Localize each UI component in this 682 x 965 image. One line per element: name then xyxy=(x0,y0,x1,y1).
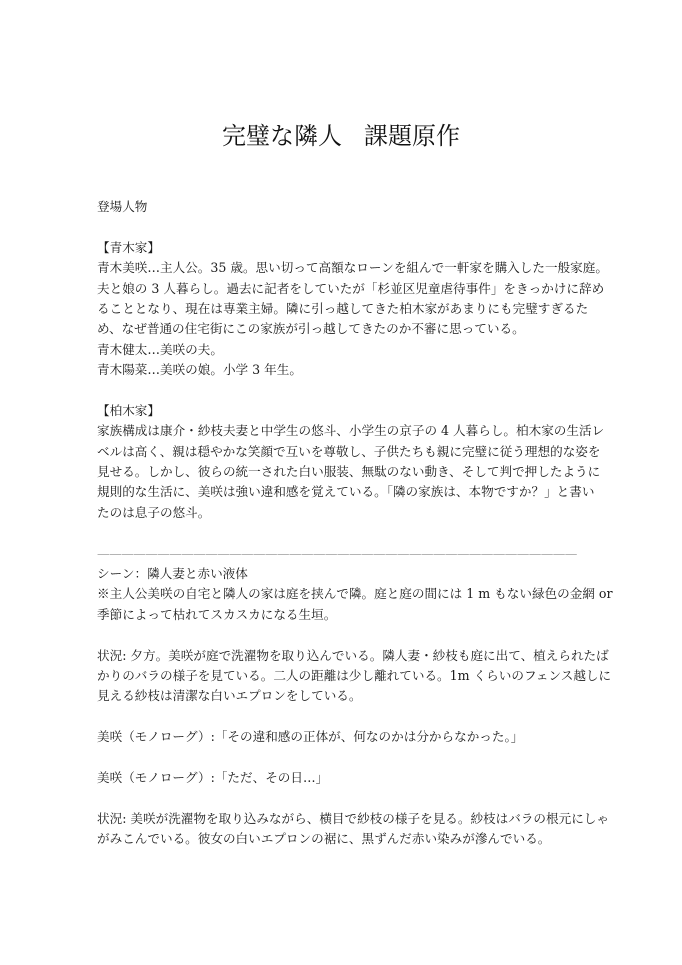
kashiwagi-paragraph-line: 見せる。しかし、彼らの統一された白い服装、無駄のない動き、そして判で押したように xyxy=(97,464,601,480)
aoki-paragraph-line: 青木美咲…主人公。35 歳。思い切って高額なローンを組んで一軒家を購入した一般家庭。 xyxy=(97,260,608,276)
situation-line: かりのバラの様子を見ている。二人の距離は少し離れている。1m くらいのフェンス越しに xyxy=(97,667,612,683)
scene-note-line: 季節によって枯れてスカスカになる生垣。 xyxy=(97,606,337,622)
situation-line: がみこんでいる。彼女の白いエプロンの裾に、黒ずんだ赤い染みが滲んでいる。 xyxy=(97,831,551,847)
characters-heading: 登場人物 xyxy=(97,199,148,214)
kashiwagi-paragraph-line: たのは息子の悠斗。 xyxy=(97,504,211,520)
kashiwagi-paragraph-line: 家族構成は康介・紗枝夫妻と中学生の悠斗、小学生の京子の 4 人暮らし。柏木家の生活レ xyxy=(97,423,605,439)
character-hina: 青木陽菜…美咲の娘。小学 3 年生。 xyxy=(97,362,302,378)
spacer xyxy=(97,748,587,768)
monologue-line: 美咲（モノローグ）:「ただ、その日…」 xyxy=(97,769,329,785)
kashiwagi-family-heading: 【柏木家】 xyxy=(97,402,160,418)
page-title xyxy=(0,116,682,151)
scene-heading: シーン：隣人妻と赤い液体 xyxy=(97,566,248,582)
spacer xyxy=(97,788,587,808)
spacer xyxy=(97,707,587,727)
aoki-paragraph-line: 夫と娘の 3 人暮らし。過去に記者をしていたが「杉並区児童虐待事件」をきっかけに辞め xyxy=(97,280,605,296)
spacer xyxy=(97,217,587,237)
monologue-line: 美咲（モノローグ）:「その違和感の正体が、何なのかは分からなかった。」 xyxy=(97,729,524,745)
situation-line: 見える紗枝は清潔な白いエプロンをしている。 xyxy=(97,688,362,704)
aoki-family-heading: 【青木家】 xyxy=(97,239,160,255)
title-sub: 課題原作 xyxy=(364,122,460,150)
title-main: 完璧な隣人 xyxy=(222,122,342,150)
kashiwagi-paragraph-line: 規則的な生活に、美咲は強い違和感を覚えている。「隣の家族は、本物ですか？」と書い xyxy=(97,484,595,500)
spacer xyxy=(97,381,587,401)
scene-note-line: ※主人公美咲の自宅と隣人の家は庭を挟んで隣。庭と庭の間には 1 m もない緑色の金網 or xyxy=(97,586,613,602)
document-body xyxy=(97,197,613,850)
spacer xyxy=(97,523,587,543)
section-divider: ———————————————————————————————————————— xyxy=(97,545,577,561)
aoki-paragraph-line: め、なぜ普通の住宅街にこの家族が引っ越してきたのか不審に思っている。 xyxy=(97,321,525,337)
kashiwagi-paragraph-line: ベルは高く、親は穏やかな笑顔で互いを尊敬し、子供たちも親に完璧に従う理想的な姿を xyxy=(97,443,601,459)
character-kenta: 青木健太…美咲の夫。 xyxy=(97,341,223,357)
situation-line: 状況: 美咲が洗濯物を取り込みながら、横目で紗枝の様子を見る。紗枝はバラの根元にしゃ xyxy=(97,810,609,826)
spacer xyxy=(97,625,587,645)
situation-line: 状況: 夕方。美咲が庭で洗濯物を取り込んでいる。隣人妻・紗枝も庭に出て、植えられたば xyxy=(97,647,609,663)
aoki-paragraph-line: ることとなり、現在は専業主婦。隣に引っ越してきた柏木家があまりにも完璧すぎるた xyxy=(97,300,589,316)
